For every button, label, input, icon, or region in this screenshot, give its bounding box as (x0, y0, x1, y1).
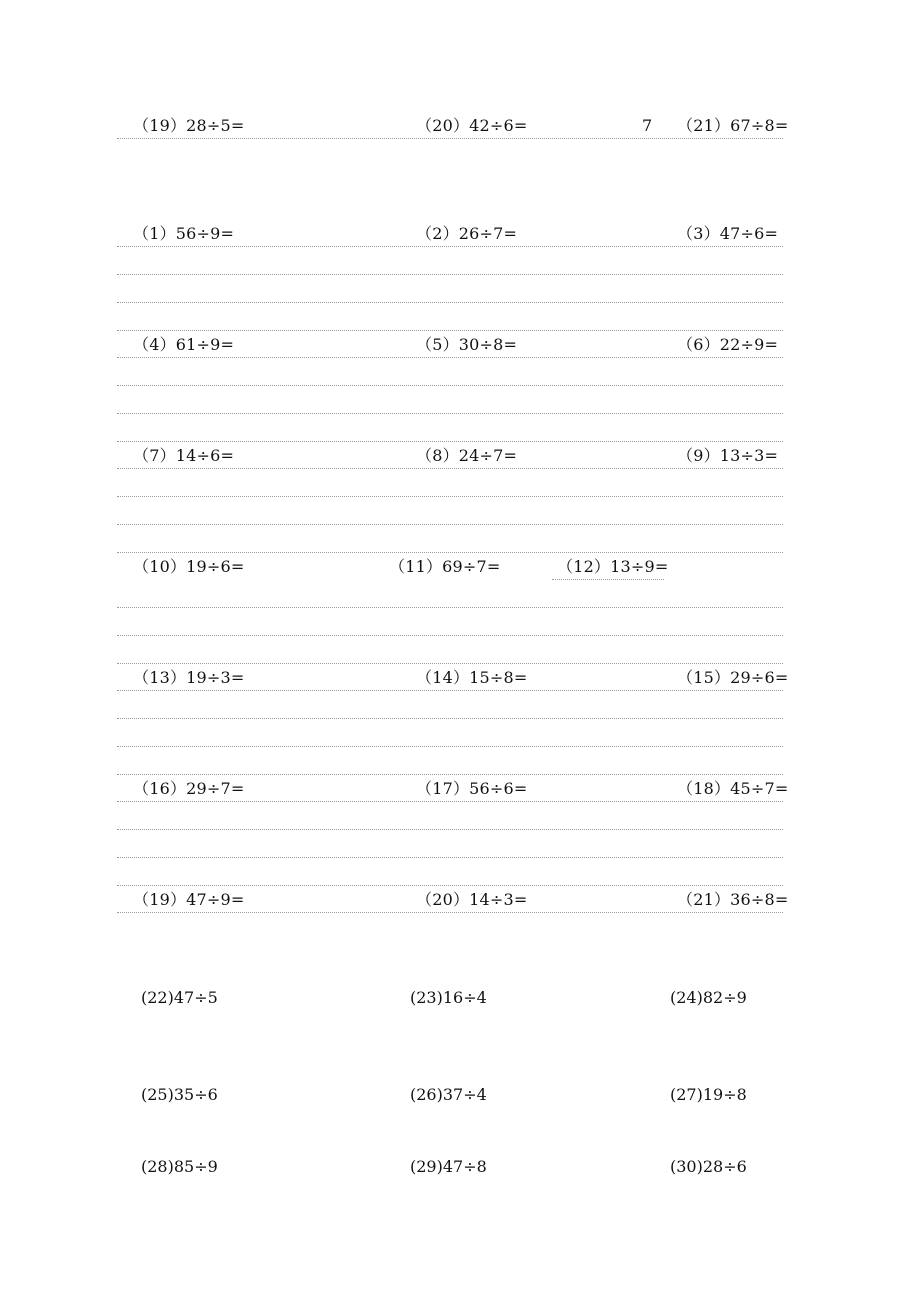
answer-line (117, 774, 783, 775)
problem-1: （1）56÷9= (133, 224, 235, 243)
answer-line (117, 690, 783, 691)
problem-16: （16）29÷7= (133, 779, 245, 798)
answer-line (117, 524, 783, 525)
problem-top-19: （19）28÷5= (133, 116, 245, 135)
problem-30: (30)28÷6 (670, 1157, 747, 1176)
problem-3: （3）47÷6= (677, 224, 779, 243)
problem-18: （18）45÷7= (677, 779, 789, 798)
answer-line (117, 274, 783, 275)
answer-line (117, 912, 783, 913)
problem-22: (22)47÷5 (141, 988, 218, 1007)
answer-line (117, 885, 783, 886)
problem-23: (23)16÷4 (410, 988, 487, 1007)
answer-line (117, 801, 783, 802)
problem-14: （14）15÷8= (416, 668, 528, 687)
problem-top-20: （20）42÷6= (416, 116, 528, 135)
answer-line (117, 138, 783, 139)
problem-21: （21）36÷8= (677, 890, 789, 909)
stray-mark: 7 (642, 116, 653, 135)
problem-25: (25)35÷6 (141, 1085, 218, 1104)
problem-4: （4）61÷9= (133, 335, 235, 354)
problem-6: （6）22÷9= (677, 335, 779, 354)
answer-line (117, 746, 783, 747)
answer-line (117, 302, 783, 303)
problem-19: （19）47÷9= (133, 890, 245, 909)
problem-15: （15）29÷6= (677, 668, 789, 687)
answer-line (117, 552, 783, 553)
problem-9: （9）13÷3= (677, 446, 779, 465)
answer-line (117, 441, 783, 442)
answer-line (117, 330, 783, 331)
answer-line (117, 357, 783, 358)
answer-line (117, 413, 783, 414)
answer-line (117, 246, 783, 247)
problem-5: （5）30÷8= (416, 335, 518, 354)
answer-line (117, 635, 783, 636)
problem-12: （12）13÷9= (557, 557, 669, 576)
problem-7: （7）14÷6= (133, 446, 235, 465)
answer-line (117, 385, 783, 386)
problem-top-21: （21）67÷8= (677, 116, 789, 135)
answer-line (117, 468, 783, 469)
answer-line (117, 663, 783, 664)
problem-26: (26)37÷4 (410, 1085, 487, 1104)
problem-8: （8）24÷7= (416, 446, 518, 465)
answer-line (117, 829, 783, 830)
answer-line (117, 607, 783, 608)
problem-11: （11）69÷7= (389, 557, 501, 576)
problem-27: (27)19÷8 (670, 1085, 747, 1104)
answer-line (117, 718, 783, 719)
problem-28: (28)85÷9 (141, 1157, 218, 1176)
answer-line (552, 579, 664, 580)
problem-24: (24)82÷9 (670, 988, 747, 1007)
problem-10: （10）19÷6= (133, 557, 245, 576)
answer-line (117, 857, 783, 858)
answer-line (117, 496, 783, 497)
problem-17: （17）56÷6= (416, 779, 528, 798)
problem-29: (29)47÷8 (410, 1157, 487, 1176)
problem-20: （20）14÷3= (416, 890, 528, 909)
problem-13: （13）19÷3= (133, 668, 245, 687)
problem-2: （2）26÷7= (416, 224, 518, 243)
